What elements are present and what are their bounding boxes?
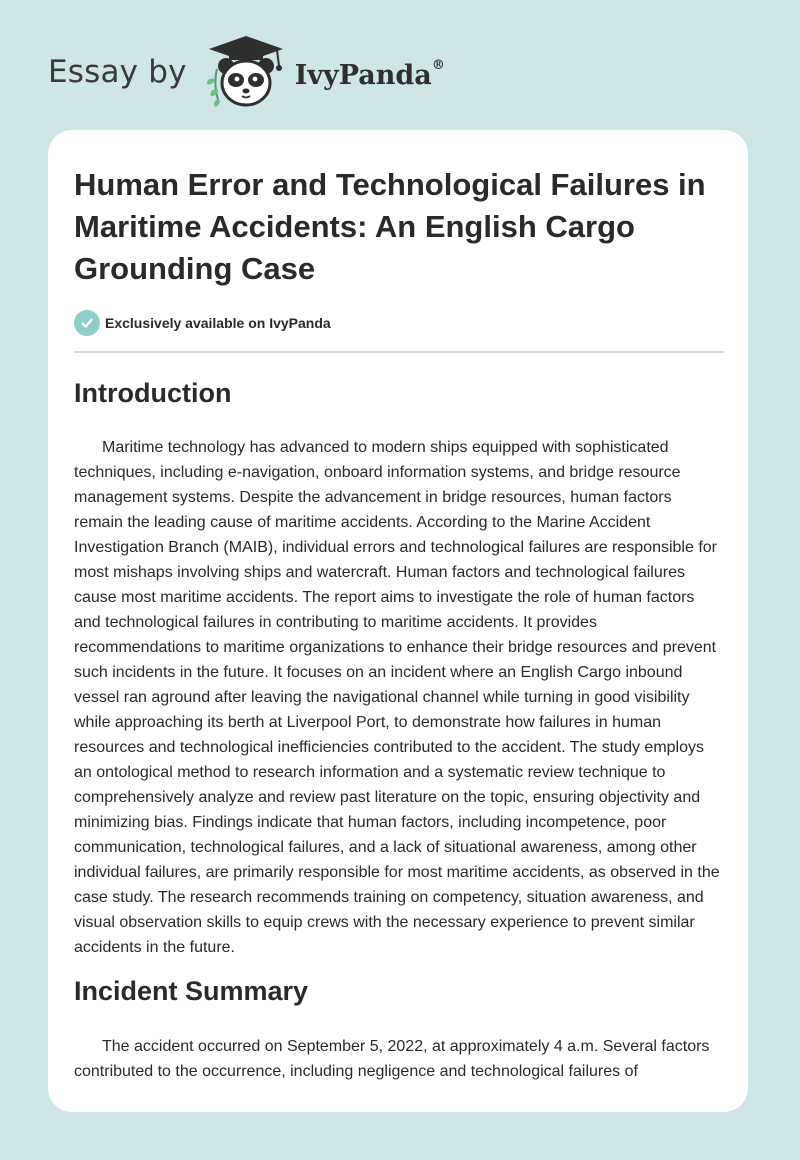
introduction-paragraph: Maritime technology has advanced to modern ships equipped with sophisticated techniques, including e-navigation, onboard information systems, and bridge resource management systems. Despite the advancement in bridge resources, human factors remain the leading cause of maritime accidents. According to the Marine Accident Investigation Branch (MAIB), individual errors and technological failures are responsible for most mishaps involving ships and watercraft. Human factors and technological failures cause most maritime accidents. The report aims to investigate the role of human factors and technological failures in contributing to maritime accidents. It provides recommendations to maritime organizations to enhance their bridge resources and prevent such incidents in the future. It focuses on an incident where an English Cargo inbound vessel ran aground after leaving the navigational channel while turning in good visibility while approaching its berth at Liverpool Port, to demonstrate how failures in human resources and technological inefficiencies contributed to the accident. The study employs an ontological method to research information and a systematic review technique to comprehensively analyze and review past literature on the topic, ensuring objectivity and minimizing bias. Findings indicate that human factors, including incompetence, poor communication, technological failures, and a lack of situational awareness, among other individual failures, are primarily responsible for most maritime accidents, as observed in the case study. The research recommends training on competency, situation awareness, and visual observation skills to equip crews with the necessary experience to prevent similar accidents in the future. xyxy=(74,439,720,956)
ivypanda-panda-logo-icon xyxy=(201,33,291,111)
essay-card xyxy=(48,130,748,1112)
incident-summary-paragraph: The accident occurred on September 5, 2022, at approximately 4 a.m. Several factors contributed to the occurrence, including negligence and technological failures of xyxy=(74,1038,710,1080)
section-heading-incident-summary: Incident Summary xyxy=(74,976,309,1006)
checkmark-icon xyxy=(74,310,100,336)
ivypanda-wordmark[interactable]: IvyPanda® xyxy=(294,57,445,91)
site-header xyxy=(48,32,445,112)
essay-content xyxy=(74,164,724,1084)
section-heading-introduction: Introduction xyxy=(74,378,232,408)
exclusive-label: Exclusively available on IvyPanda xyxy=(105,315,331,331)
essay-title: Human Error and Technological Failures in Maritime Accidents: An English Cargo Grounding Case xyxy=(74,167,706,286)
title-divider xyxy=(74,351,724,353)
essay-by-label: Essay by xyxy=(48,54,187,90)
exclusive-badge xyxy=(74,309,724,337)
